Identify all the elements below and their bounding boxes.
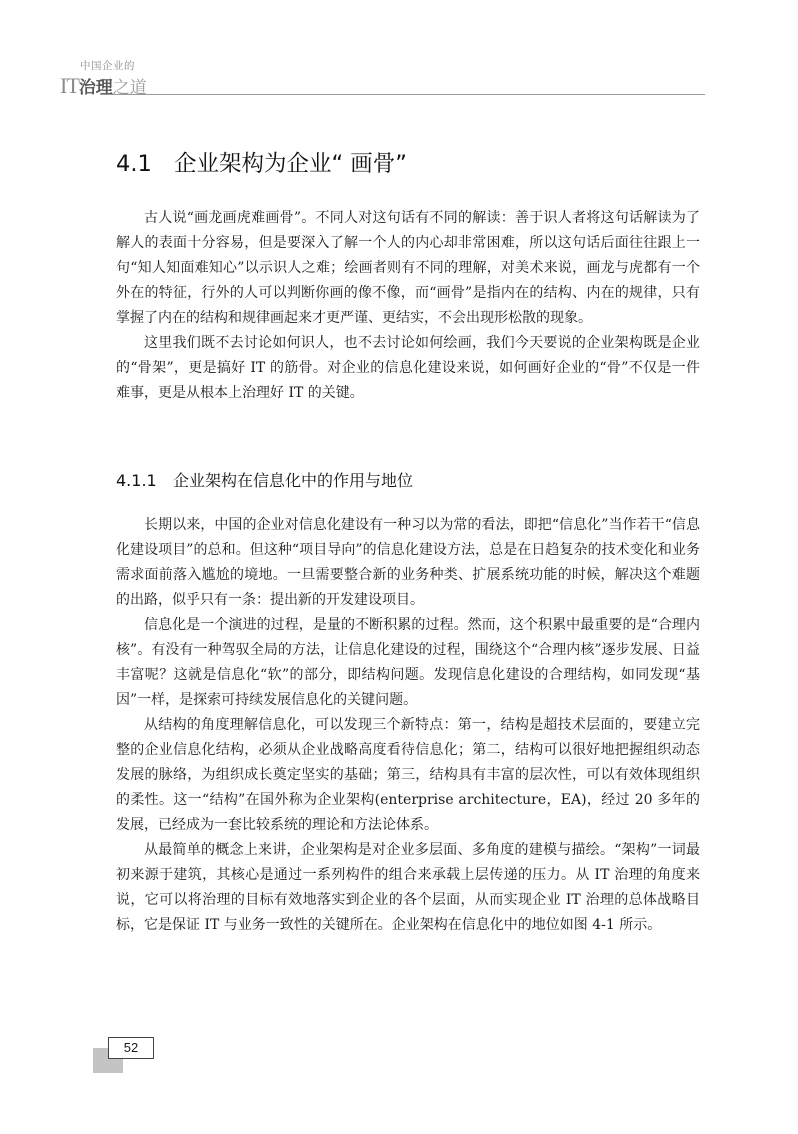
section-title: 企业架构为企业“ 画骨” [174, 151, 407, 177]
section-number: 4.1 [116, 151, 152, 177]
subsection-body [116, 513, 700, 938]
subsection-number: 4.1.1 [116, 471, 157, 490]
series-title [60, 73, 147, 99]
running-header [60, 58, 705, 98]
header-rule [100, 94, 705, 95]
paragraph: 长期以来，中国的企业对信息化建设有一种习以为常的看法，即把“信息化”当作若干“信息化建设项目”的总和。但这种“项目导向”的信息化建设方法，总是在日趋复杂的技术变化和业务需求面前落入尴尬的境地。一旦需要整合新的业务种类、扩展系统功能的时候，解决这个难题的出路，似乎只有一条：提出新的开发建设项目。 [116, 517, 700, 608]
paragraph: 古人说“画龙画虎难画骨”。不同人对这句话有不同的解读：善于识人者将这句话解读为了解人的表面十分容易，但是要深入了解一个人的内心却非常困难，所以这句话后面往往跟上一句“知人知面难知心”以示识人之难；绘画者则有不同的理解，对美术来说，画龙与虎都有一个外在的特征，行外的人可以判断你画的像不像，而“画骨”是指内在的结构、内在的规律，只有掌握了内在的结构和规律画起来才更严谨、更结实，不会出现形松散的现象。 [116, 210, 700, 326]
subsection-heading [116, 468, 413, 491]
paragraph: 这里我们既不去讨论如何识人，也不去讨论如何绘画，我们今天要说的企业架构既是企业的“骨架”，更是搞好 IT 的筋骨。对企业的信息化建设来说，如何画好企业的“骨”不仅是一件难事，更是从根本上治理好 IT 的关键。 [116, 335, 700, 401]
paragraph: 从最简单的概念上来讲，企业架构是对企业多层面、多角度的建模与描绘。“架构”一词最初来源于建筑，其核心是通过一系列构件的组合来承载上层传递的压力。从 IT 治理的角度来说，它可以将治理的目标有效地落实到企业的各个层面，从而实现企业 IT 治理的总体战略目标，它是保证 IT 与业务一致性的关键所在。企业架构在信息化中的地位如图 4-1 所示。 [116, 842, 700, 933]
paragraph: 信息化是一个演进的过程，是量的不断积累的过程。然而，这个积累中最重要的是“合理内核”。有没有一种驾驭全局的方法，让信息化建设的过程，围绕这个“合理内核”逐步发展、日益丰富呢？这就是信息化“软”的部分，即结构问题。发现信息化建设的合理结构，如同发现“基因”一样，是探索可持续发展信息化的关键问题。 [116, 617, 700, 708]
series-title-main: 治理 [78, 78, 113, 98]
section-heading [116, 146, 407, 178]
series-title-tail: 之道 [112, 78, 147, 98]
section-body [116, 206, 700, 406]
paragraph: 从结构的角度理解信息化，可以发现三个新特点：第一，结构是超技术层面的，要建立完整的企业信息化结构，必须从企业战略高度看待信息化；第二，结构可以很好地把握组织动态发展的脉络，为组织成长奠定坚实的基础；第三，结构具有丰富的层次性，可以有效体现组织的柔性。这一“结构”在国外称为企业架构(enterprise architecture，EA)，经过 20 多年的发展，已经成为一套比较系统的理论和方法论体系。 [116, 717, 700, 833]
page-number: 52 [108, 1037, 154, 1059]
subsection-title: 企业架构在信息化中的作用与地位 [173, 471, 414, 490]
series-title-it: IT [60, 73, 79, 98]
series-subtitle: 中国企业的 [80, 60, 135, 72]
